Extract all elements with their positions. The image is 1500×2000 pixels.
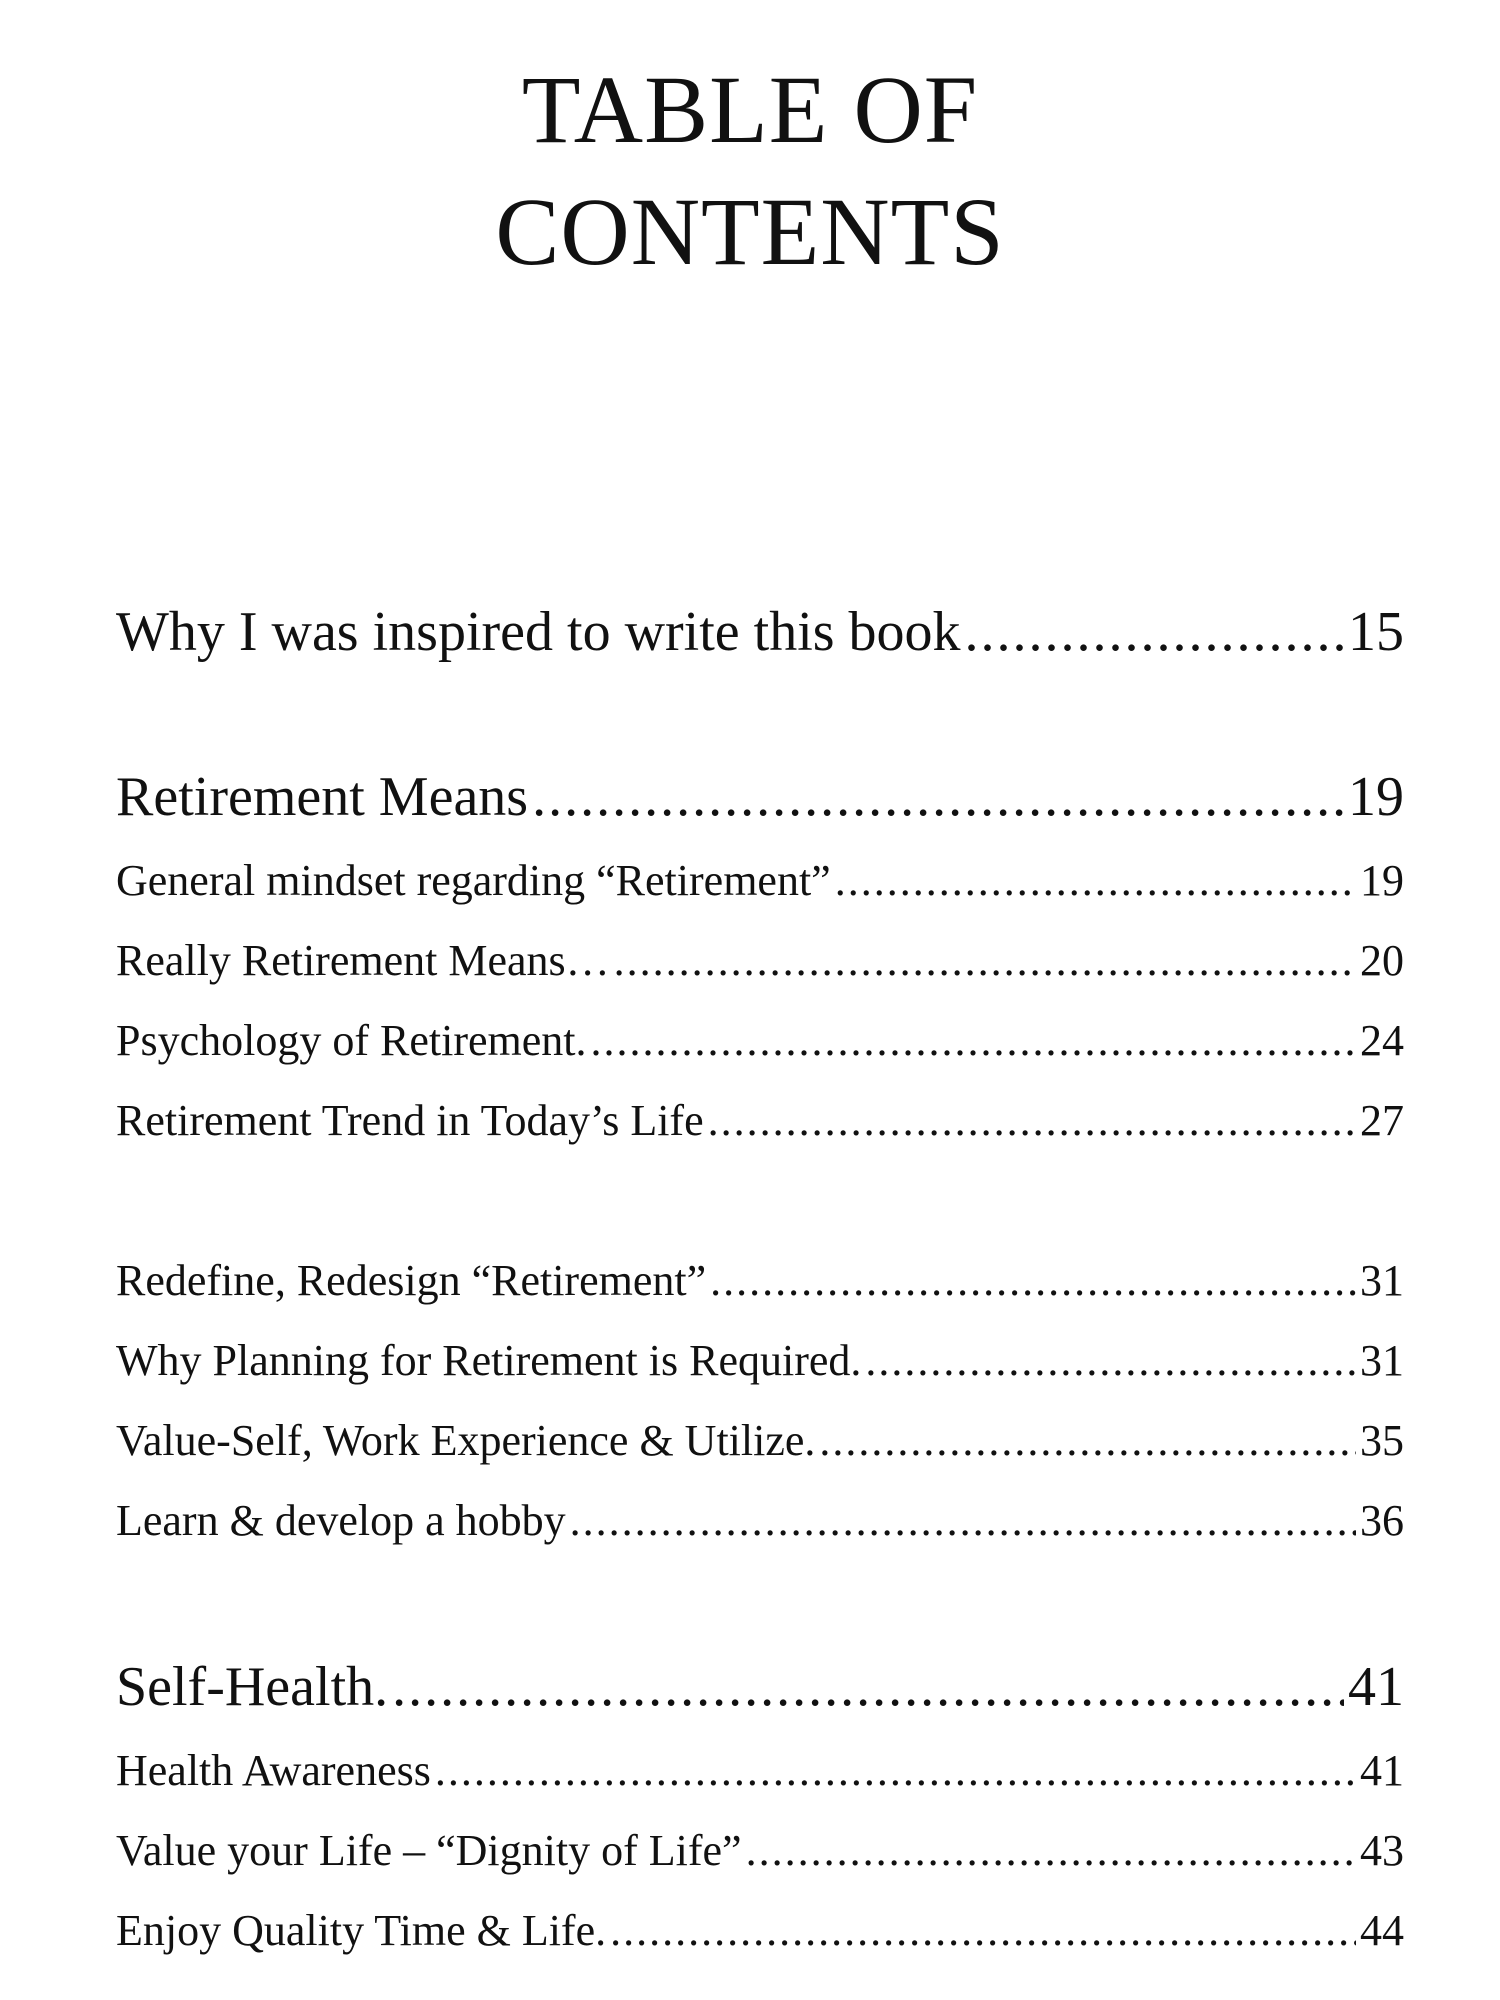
dot-leader [865,1335,1356,1386]
toc-entry-page: 27 [1360,1096,1404,1145]
toc-entry-title: Enjoy Quality Time & Life. [116,1906,607,1955]
dot-leader [591,1015,1357,1066]
toc-entry-page: 41 [1348,1656,1404,1718]
toc-entry-title: Value your Life – “Dignity of Life” [116,1826,742,1875]
dot-leader [392,1655,1344,1719]
dot-leader [710,1255,1356,1306]
toc-entry-page: 35 [1360,1416,1404,1465]
toc-entry-page: 36 [1360,1496,1404,1545]
toc-heading-line2: CONTENTS [495,178,1005,285]
toc-entry-page: 15 [1348,601,1404,663]
dot-leader [435,1745,1356,1796]
toc-entry [116,1095,1404,1146]
dot-leader [835,855,1356,906]
toc-entry-title: Really Retirement Means… [116,936,610,985]
toc-entry-page: 19 [1348,766,1404,828]
toc-entry-title: Learn & develop a hobby [116,1496,566,1545]
toc-entry-title: Retirement Means [116,766,529,828]
toc-entry-title: Self-Health. [116,1656,389,1718]
toc-entry-title: Retirement Trend in Today’s Life [116,1096,704,1145]
toc-entry [116,855,1404,906]
toc-entry [116,1745,1404,1796]
toc-entry [116,1415,1404,1466]
toc-entry-title: Health Awareness [116,1746,431,1795]
toc-entry [116,1825,1404,1876]
toc-entry-page: 41 [1360,1746,1404,1795]
toc-entry-page: 24 [1360,1016,1404,1065]
dot-leader [965,600,1344,664]
toc-entry-page: 31 [1360,1256,1404,1305]
toc-entry-title: Redefine, Redesign “Retirement” [116,1256,707,1305]
toc-entry [116,1905,1404,1956]
toc-entry [116,765,1404,829]
toc-entry-title: Value-Self, Work Experience & Utilize. [116,1416,816,1465]
toc-heading-line1: TABLE OF [521,56,979,163]
dot-leader [614,935,1356,986]
toc-entry [116,1255,1404,1306]
toc-entry-title: Psychology of Retirement. [116,1016,587,1065]
toc-entry-title: General mindset regarding “Retirement” [116,856,831,905]
toc-entry [116,1335,1404,1386]
dot-leader [610,1905,1356,1956]
dot-leader [819,1415,1356,1466]
dot-leader [532,765,1344,829]
dot-leader [708,1095,1356,1146]
toc-entry [116,1495,1404,1546]
toc-entry [116,600,1404,664]
toc-entry-page: 20 [1360,936,1404,985]
dot-leader [570,1495,1356,1546]
toc-entry-page: 19 [1360,856,1404,905]
toc-entry-page: 31 [1360,1336,1404,1385]
toc-entry [116,1655,1404,1719]
toc-entry-page: 44 [1360,1906,1404,1955]
toc-entry [116,935,1404,986]
toc-entry-title: Why Planning for Retirement is Required. [116,1336,862,1385]
toc-entry-title: Why I was inspired to write this book [116,601,961,663]
toc-entry [116,1015,1404,1066]
dot-leader [746,1825,1356,1876]
toc-entry-page: 43 [1360,1826,1404,1875]
